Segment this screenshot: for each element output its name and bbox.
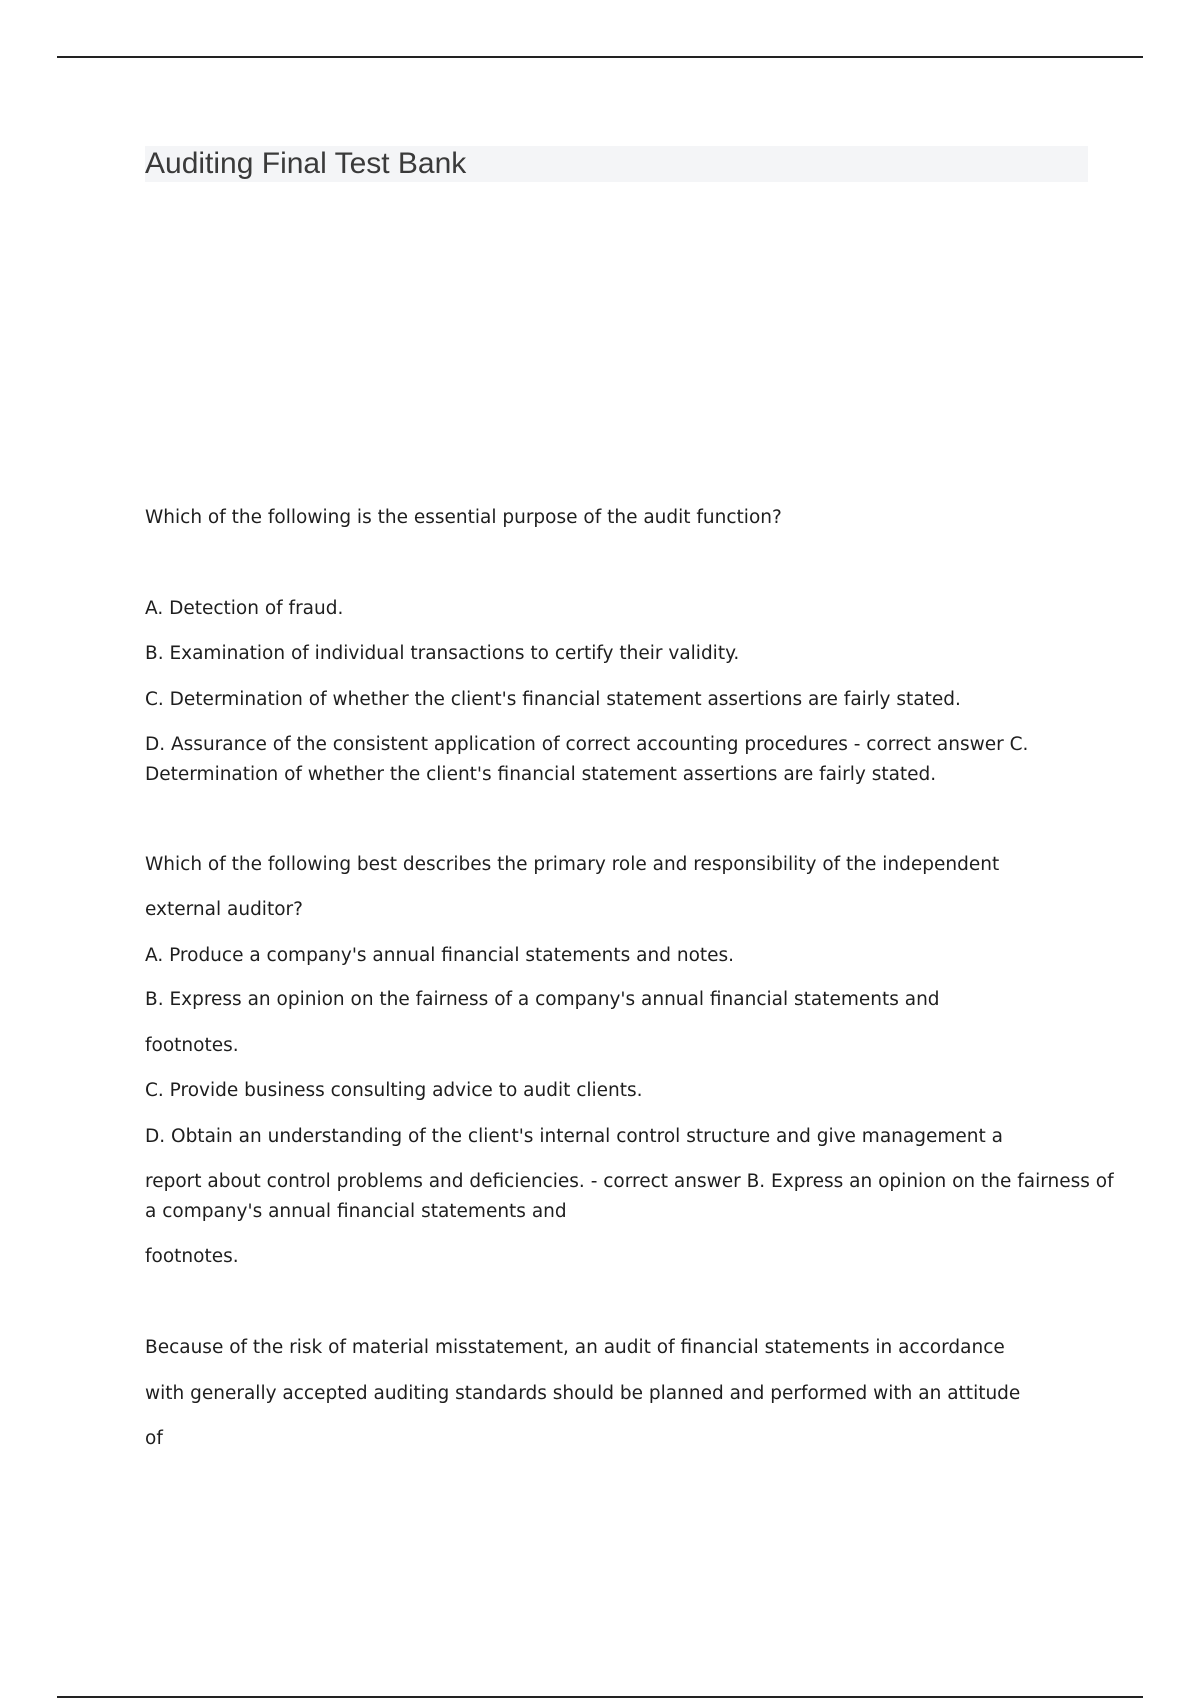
bottom-rule bbox=[57, 1696, 1143, 1698]
question-3-text-line-2: with generally accepted auditing standards should be planned and performed with an attitude bbox=[145, 1383, 1021, 1404]
question-1-option-a: A. Detection of fraud. bbox=[145, 598, 344, 619]
question-1-option-d-line-2: Determination of whether the client's financial statement assertions are fairly stated. bbox=[145, 764, 937, 785]
question-2-option-b-line-2: footnotes. bbox=[145, 1035, 239, 1056]
question-2-option-d-line-1: D. Obtain an understanding of the client's internal control structure and give management a bbox=[145, 1126, 1003, 1147]
question-1-text: Which of the following is the essential purpose of the audit function? bbox=[145, 507, 782, 528]
question-2-option-a: A. Produce a company's annual financial statements and notes. bbox=[145, 945, 735, 966]
question-1-option-d-line-1: D. Assurance of the consistent application of correct accounting procedures - correct answer C. bbox=[145, 734, 1029, 755]
question-2-option-c: C. Provide business consulting advice to audit clients. bbox=[145, 1080, 643, 1101]
question-2-text-line-1: Which of the following best describes the primary role and responsibility of the independent bbox=[145, 854, 1000, 875]
question-2-option-d-line-4: footnotes. bbox=[145, 1246, 239, 1267]
question-2-option-d-line-3: a company's annual financial statements and bbox=[145, 1201, 567, 1222]
question-3-text-line-3: of bbox=[145, 1428, 163, 1449]
question-2-text-line-2: external auditor? bbox=[145, 899, 303, 920]
document-title: Auditing Final Test Bank bbox=[145, 147, 467, 180]
question-1-option-c: C. Determination of whether the client's financial statement assertions are fairly stated. bbox=[145, 689, 961, 710]
question-3-text-line-1: Because of the risk of material misstatement, an audit of financial statements in accordance bbox=[145, 1337, 1005, 1358]
question-1-option-b: B. Examination of individual transactions to certify their validity. bbox=[145, 643, 740, 664]
question-2-option-b-line-1: B. Express an opinion on the fairness of a company's annual financial statements and bbox=[145, 989, 940, 1010]
question-2-option-d-line-2: report about control problems and deficiencies. - correct answer B. Express an opinion on the fairness of bbox=[145, 1171, 1114, 1192]
top-rule bbox=[57, 56, 1143, 58]
